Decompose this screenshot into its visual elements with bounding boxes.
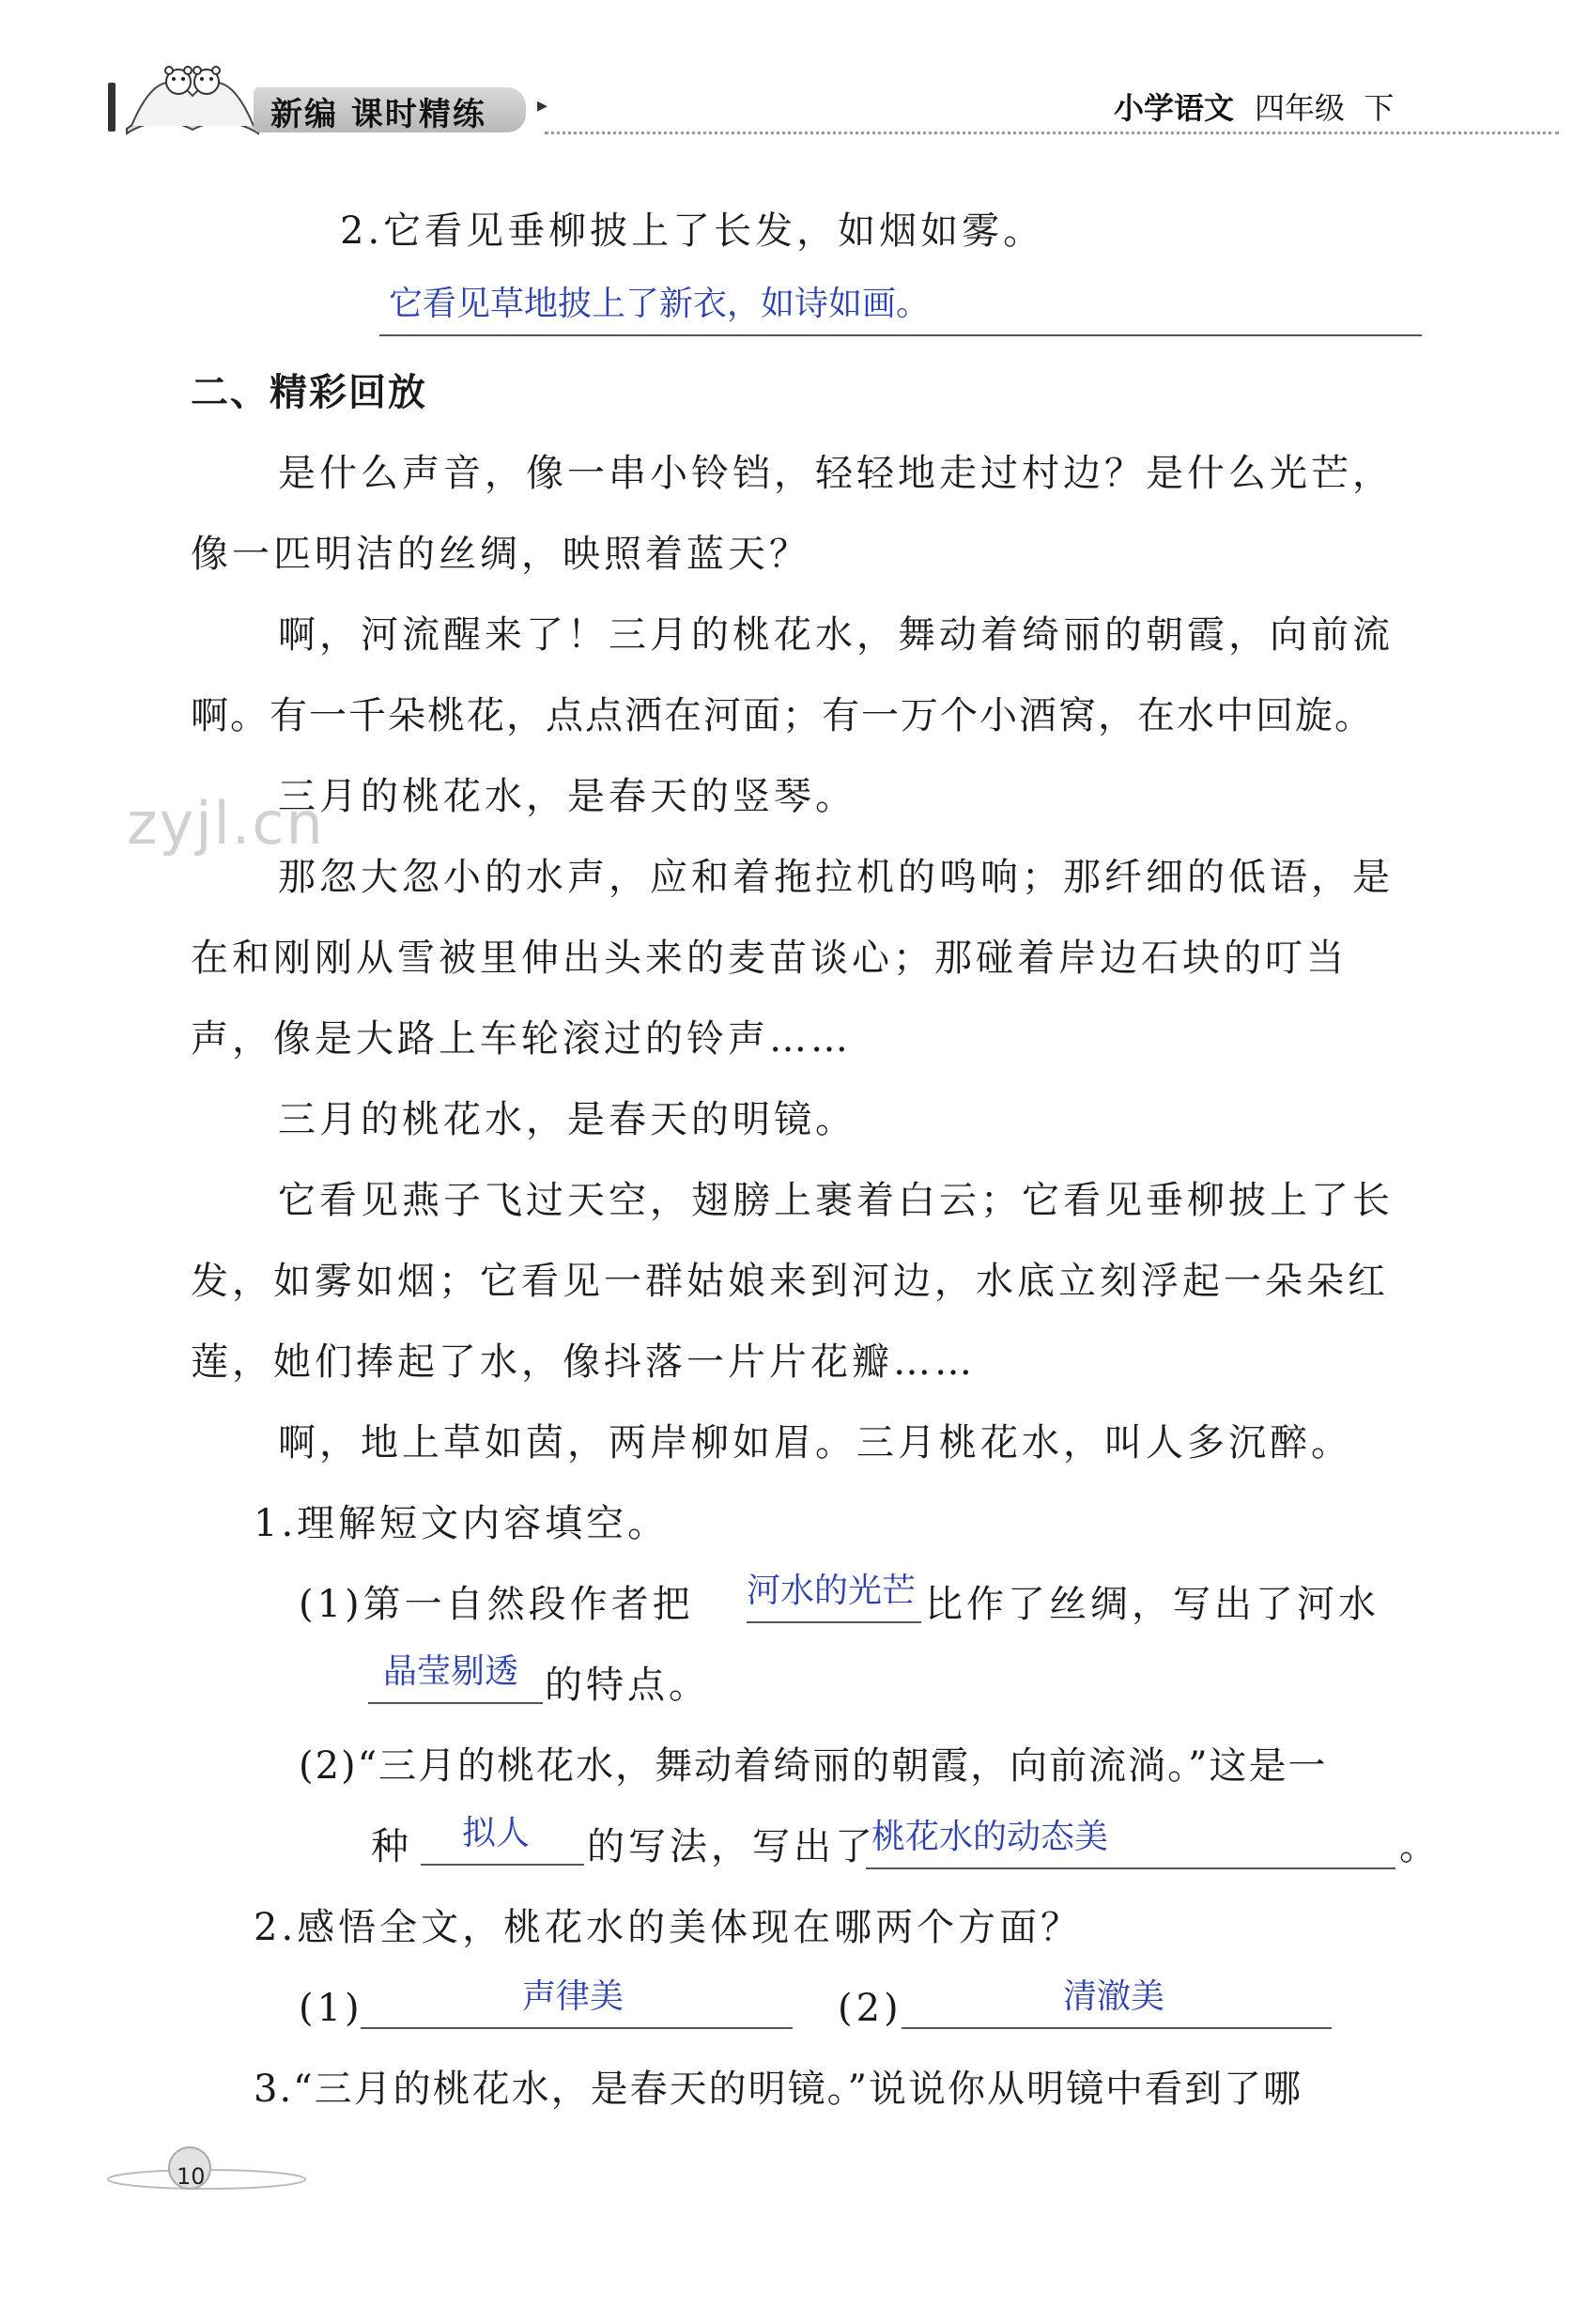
passage-line: 啊，地上草如茵，两岸柳如眉。三月桃花水，叫人多沉醉。: [278, 1421, 1352, 1464]
q1-p1-blank-1: [747, 1621, 921, 1623]
passage-line: 啊，河流醒来了！三月的桃花水，舞动着绮丽的朝霞，向前流: [278, 613, 1394, 657]
series-title: 新编 课时精练: [270, 96, 486, 133]
q1-p2-answer-1: 拟人: [462, 1814, 531, 1852]
header-arrow-icon: ▸: [537, 94, 548, 117]
header-subject-grade: [1114, 85, 1394, 128]
q2-answer-2: 清澈美: [1063, 1977, 1165, 2016]
q1-p1-answer-2: 晶莹剔透: [383, 1652, 519, 1691]
grade-label: 四年级: [1255, 90, 1346, 126]
q2-label-1: (1): [299, 1987, 363, 2030]
q1-p1-answer-1: 河水的光芒: [747, 1572, 917, 1610]
passage-line: 三月的桃花水，是春天的竖琴。: [278, 775, 856, 818]
header-left-bar: [108, 83, 116, 132]
q1-p1-text-a: (1)第一自然段作者把: [299, 1583, 694, 1626]
q1-prompt: 1.理解短文内容填空。: [254, 1502, 670, 1545]
s1-q2-answer-line: [379, 334, 1422, 336]
q2-label-2: (2): [838, 1987, 902, 2030]
passage-line: 莲，她们捧起了水，像抖落一片片花瓣……: [191, 1340, 976, 1384]
q1-p2-text-a: (2)“三月的桃花水，舞动着绮丽的朝霞，向前流淌。”这是一: [299, 1744, 1328, 1788]
q2-answer-1: 声律美: [522, 1977, 624, 2016]
passage-line: 三月的桃花水，是春天的明镜。: [278, 1098, 856, 1141]
q2-blank-2: [902, 2027, 1332, 2029]
q1-p1-text-b: 比作了丝绸，写出了河水: [925, 1583, 1380, 1626]
passage-line: 声，像是大路上车轮滚过的铃声……: [191, 1017, 852, 1061]
passage-line: 那忽大忽小的水声，应和着拖拉机的鸣响；那纤细的低语，是: [278, 856, 1394, 899]
header-dotted-rule: [545, 132, 1559, 134]
subject-label: 小学语文: [1114, 90, 1235, 126]
q1-p2-blank-2: [866, 1867, 1395, 1869]
q3-prompt: 3.“三月的桃花水，是春天的明镜。”说说你从明镜中看到了哪: [254, 2068, 1303, 2111]
page-number-decoration: [103, 2142, 310, 2198]
q1-p1-text-c: 的特点。: [545, 1664, 710, 1707]
passage-line: 它看见燕子飞过天空，翅膀上裹着白云；它看见垂柳披上了长: [278, 1179, 1394, 1222]
passage-line: 啊。有一千朵桃花，点点洒在河面；有一万个小酒窝，在水中回旋。: [191, 694, 1374, 737]
book-bears-icon: [122, 39, 263, 138]
q1-p2-blank-1: [421, 1864, 584, 1866]
term-label: 下: [1364, 90, 1395, 126]
q1-p2-text-c: 的写法，写出了: [587, 1825, 876, 1868]
watermark: zyjl.cn: [127, 789, 325, 858]
s1-q2-answer: 它看见草地披上了新衣，如诗如画。: [389, 285, 931, 323]
passage-line: 在和刚刚从雪被里伸出头来的麦苗谈心；那碰着岸边石块的叮当: [191, 937, 1348, 980]
page-number: 10: [177, 2163, 206, 2190]
q2-blank-1: [361, 2027, 793, 2029]
q1-p1-blank-2: [368, 1702, 543, 1704]
q1-p2-answer-2: 桃花水的动态美: [871, 1818, 1109, 1856]
passage-line: 是什么声音，像一串小铃铛，轻轻地走过村边？是什么光芒，: [278, 452, 1394, 495]
q1-p2-text-d: 。: [1399, 1825, 1441, 1868]
passage-line: 像一匹明洁的丝绸，映照着蓝天？: [191, 533, 810, 576]
section-heading: 二、精彩回放: [191, 371, 427, 414]
passage-line: 发，如雾如烟；它看见一群姑娘来到河边，水底立刻浮起一朵朵红: [191, 1260, 1389, 1303]
q2-prompt: 2.感悟全文，桃花水的美体现在哪两个方面？: [254, 1906, 1083, 1949]
s1-q2-prompt: 2.它看见垂柳披上了长发，如烟如雾。: [340, 209, 1045, 253]
q1-p2-text-b: 种: [371, 1825, 412, 1868]
